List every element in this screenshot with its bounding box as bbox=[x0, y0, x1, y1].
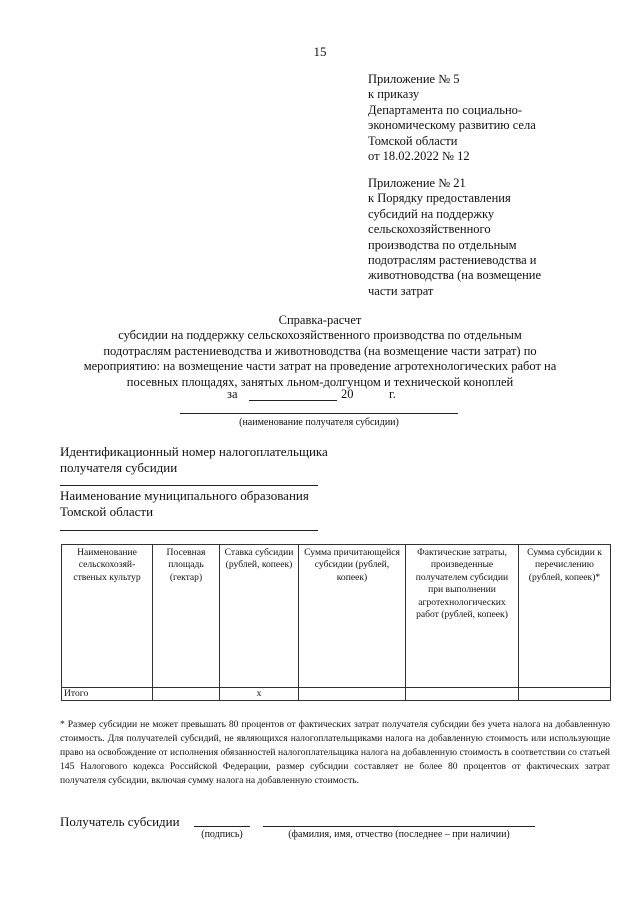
appendix-5-line: Департамента по социально- bbox=[368, 102, 523, 117]
appendix-5-line: Приложение № 5 bbox=[368, 72, 460, 86]
title-heading: Справка-расчет bbox=[278, 313, 362, 327]
name-caption: (фамилия, имя, отчество (последнее – при наличии) bbox=[288, 829, 510, 840]
appendix-21-line: животноводства (на возмещение bbox=[368, 268, 542, 283]
appendix-21-line: сельскохозяйственного bbox=[368, 222, 491, 237]
appendix-5-block bbox=[368, 72, 536, 164]
table-header-row bbox=[62, 545, 611, 688]
table-cell[interactable] bbox=[519, 688, 611, 701]
appendix-5-line: от 18.02.2022 № 12 bbox=[368, 149, 470, 164]
footnote: * Размер субсидии не может превышать 80 процентов от фактических затрат получателя субсидии без учета налога на добавленную стоимость. Для получателей субсидий, не являющихся налогоплательщиками налога на добавленную стоимость или использующие право на освобождение от исполнения обязанностей налогоплательщика налога на добавленную стоимость в соответствии со статьей 145 Налогового кодекса Российской Федерации, размер субсидии составляет не более 80 процентов от фактических затрат получателя субсидии, включая сумму налога на добавленную стоимость. bbox=[60, 719, 610, 786]
page-number: 15 bbox=[313, 44, 327, 59]
table-cell[interactable] bbox=[153, 688, 220, 701]
total-label: Итого bbox=[62, 688, 153, 701]
appendix-21-line: субсидий на поддержку bbox=[368, 206, 495, 221]
inn-input-line[interactable] bbox=[60, 485, 318, 486]
period-blank bbox=[249, 400, 337, 401]
name-line[interactable] bbox=[263, 826, 535, 827]
appendix-5-line: Томской области bbox=[368, 133, 458, 148]
appendix-21-line: Приложение № 21 bbox=[368, 176, 466, 190]
period-prefix: за bbox=[227, 387, 238, 401]
title-line: подотраслям растениеводства и животноводства (на возмещение части затрат) по bbox=[103, 343, 537, 358]
table-row bbox=[62, 688, 611, 701]
table-cell[interactable] bbox=[406, 688, 519, 701]
signature-caption: (подпись) bbox=[201, 829, 243, 840]
header-rate: Ставка субсидии (рублей, копеек) bbox=[220, 545, 299, 688]
appendix-21-line: производства по отдельным bbox=[368, 237, 517, 252]
title-line: мероприятию: на возмещение части затрат на проведение агротехнологических работ на bbox=[83, 359, 557, 374]
period-year: 20 bbox=[341, 387, 354, 401]
header-transfer-amount: Сумма субсидии к перечислению (рублей, копеек)* bbox=[519, 545, 611, 688]
subsidy-table bbox=[61, 544, 611, 701]
table-cell: x bbox=[220, 688, 299, 701]
recipient-name-line bbox=[180, 413, 458, 414]
appendix-21-line: подотраслям растениеводства и bbox=[368, 253, 537, 268]
appendix-21-line: части затрат bbox=[368, 283, 434, 298]
header-crops: Наименование сельскохозяй-ственых культур bbox=[62, 545, 153, 688]
appendix-21-line: к Порядку предоставления bbox=[368, 191, 511, 206]
title-line: субсидии на поддержку сельскохозяйственного производства по отдельным bbox=[118, 328, 522, 343]
period-suffix: г. bbox=[389, 387, 396, 401]
signature-label: Получатель субсидии bbox=[60, 814, 180, 829]
header-area: Посевная площадь (гектар) bbox=[153, 545, 220, 688]
title-line: посевных площадях, занятых льном-долгунцом и технической коноплей bbox=[126, 374, 514, 389]
inn-label: Идентификационный номер налогоплательщика получателя субсидии bbox=[60, 444, 328, 475]
appendix-21-block bbox=[368, 176, 541, 299]
municipality-label: Наименование муниципального образования Томской области bbox=[60, 488, 309, 519]
header-actual-costs: Фактические затраты, произведенные получателем субсидии при выполнении агротехнологических работ (рублей, копеек) bbox=[406, 545, 519, 688]
table-cell[interactable] bbox=[299, 688, 406, 701]
signature-line[interactable] bbox=[194, 826, 250, 827]
municipality-input-line[interactable] bbox=[60, 530, 318, 531]
appendix-5-line: экономическому развитию села bbox=[368, 118, 536, 133]
appendix-5-line: к приказу bbox=[368, 87, 420, 102]
header-due-amount: Сумма причитающейся субсидии (рублей, копеек) bbox=[299, 545, 406, 688]
document-title bbox=[60, 313, 580, 390]
recipient-caption: (наименование получателя субсидии) bbox=[239, 417, 399, 428]
